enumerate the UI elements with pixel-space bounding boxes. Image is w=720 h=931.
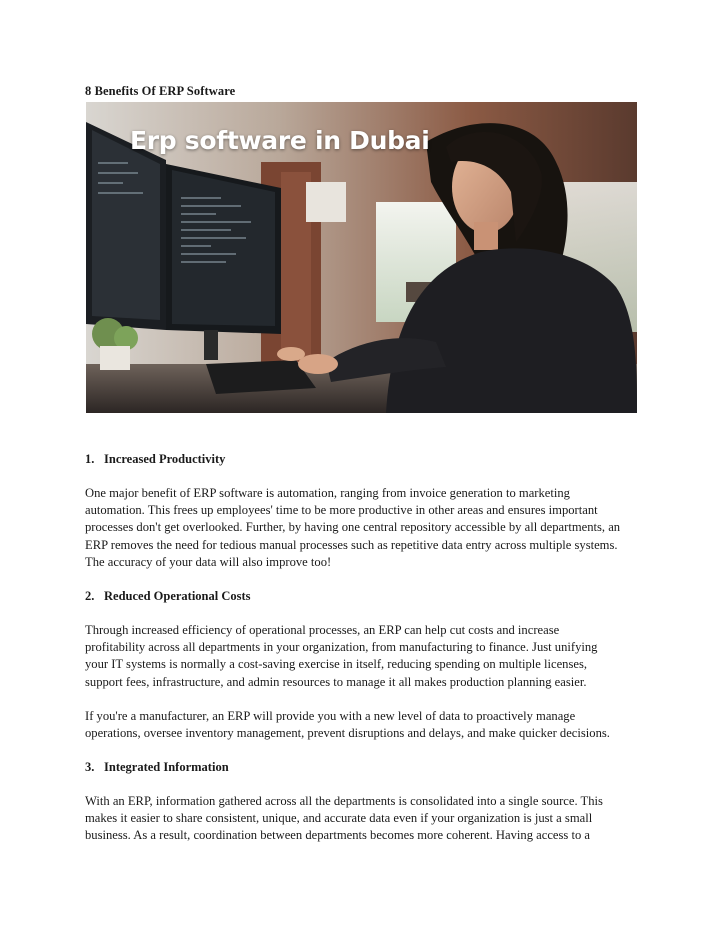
paragraph bbox=[85, 793, 645, 845]
paragraph-line: your IT systems is normally a cost-saving exercise in itself, reducing spending on multiple licenses, bbox=[85, 657, 588, 672]
section-heading bbox=[85, 589, 251, 604]
paragraph bbox=[85, 485, 645, 571]
section-title: Increased Productivity bbox=[104, 452, 226, 466]
paragraph-line: automation. This frees up employees' time to be more productive in other areas and ensures important bbox=[85, 503, 598, 518]
paragraph-line: ERP removes the need for tedious manual processes such as repetitive data entry across multiple systems. bbox=[85, 537, 618, 552]
hero-image bbox=[86, 102, 637, 413]
section-number: 2. bbox=[85, 589, 95, 603]
paragraph-line: support fees, infrastructure, and admin resources to manage it all makes production planning easier. bbox=[85, 674, 587, 689]
section-title: Reduced Operational Costs bbox=[104, 589, 251, 603]
hero-caption: Erp software in Dubai bbox=[130, 126, 430, 155]
paragraph bbox=[85, 622, 645, 691]
paragraph-line: Through increased efficiency of operational processes, an ERP can help cut costs and increase bbox=[85, 623, 560, 637]
section-number: 1. bbox=[85, 452, 95, 466]
paragraph-line: profitability across all departments in your organization, from manufacturing to finance. Just unifying bbox=[85, 640, 598, 655]
document-title: 8 Benefits Of ERP Software bbox=[85, 84, 236, 98]
paragraph-line: The accuracy of your data will also improve too! bbox=[85, 554, 332, 569]
paragraph-line: With an ERP, information gathered across all the departments is consolidated into a single source. This bbox=[85, 794, 603, 808]
section-title: Integrated Information bbox=[104, 760, 229, 774]
paragraph-line: makes it easier to share consistent, unique, and accurate data even if your organization is just a small bbox=[85, 811, 593, 826]
paragraph-line: processes don't get overlooked. Further, by having one central repository accessible by all departments, an bbox=[85, 520, 621, 535]
paragraph-line: operations, oversee inventory management, prevent disruptions and delays, and make quicker decisions. bbox=[85, 726, 610, 741]
paragraph bbox=[85, 708, 645, 742]
section-heading bbox=[85, 760, 229, 775]
paragraph-line: business. As a result, coordination between departments becomes more coherent. Having access to a bbox=[85, 828, 590, 843]
section-heading bbox=[85, 452, 225, 467]
paragraph-line: If you're a manufacturer, an ERP will provide you with a new level of data to proactively manage bbox=[85, 709, 576, 723]
section-number: 3. bbox=[85, 760, 95, 774]
paragraph-line: One major benefit of ERP software is automation, ranging from invoice generation to marketing bbox=[85, 486, 570, 500]
